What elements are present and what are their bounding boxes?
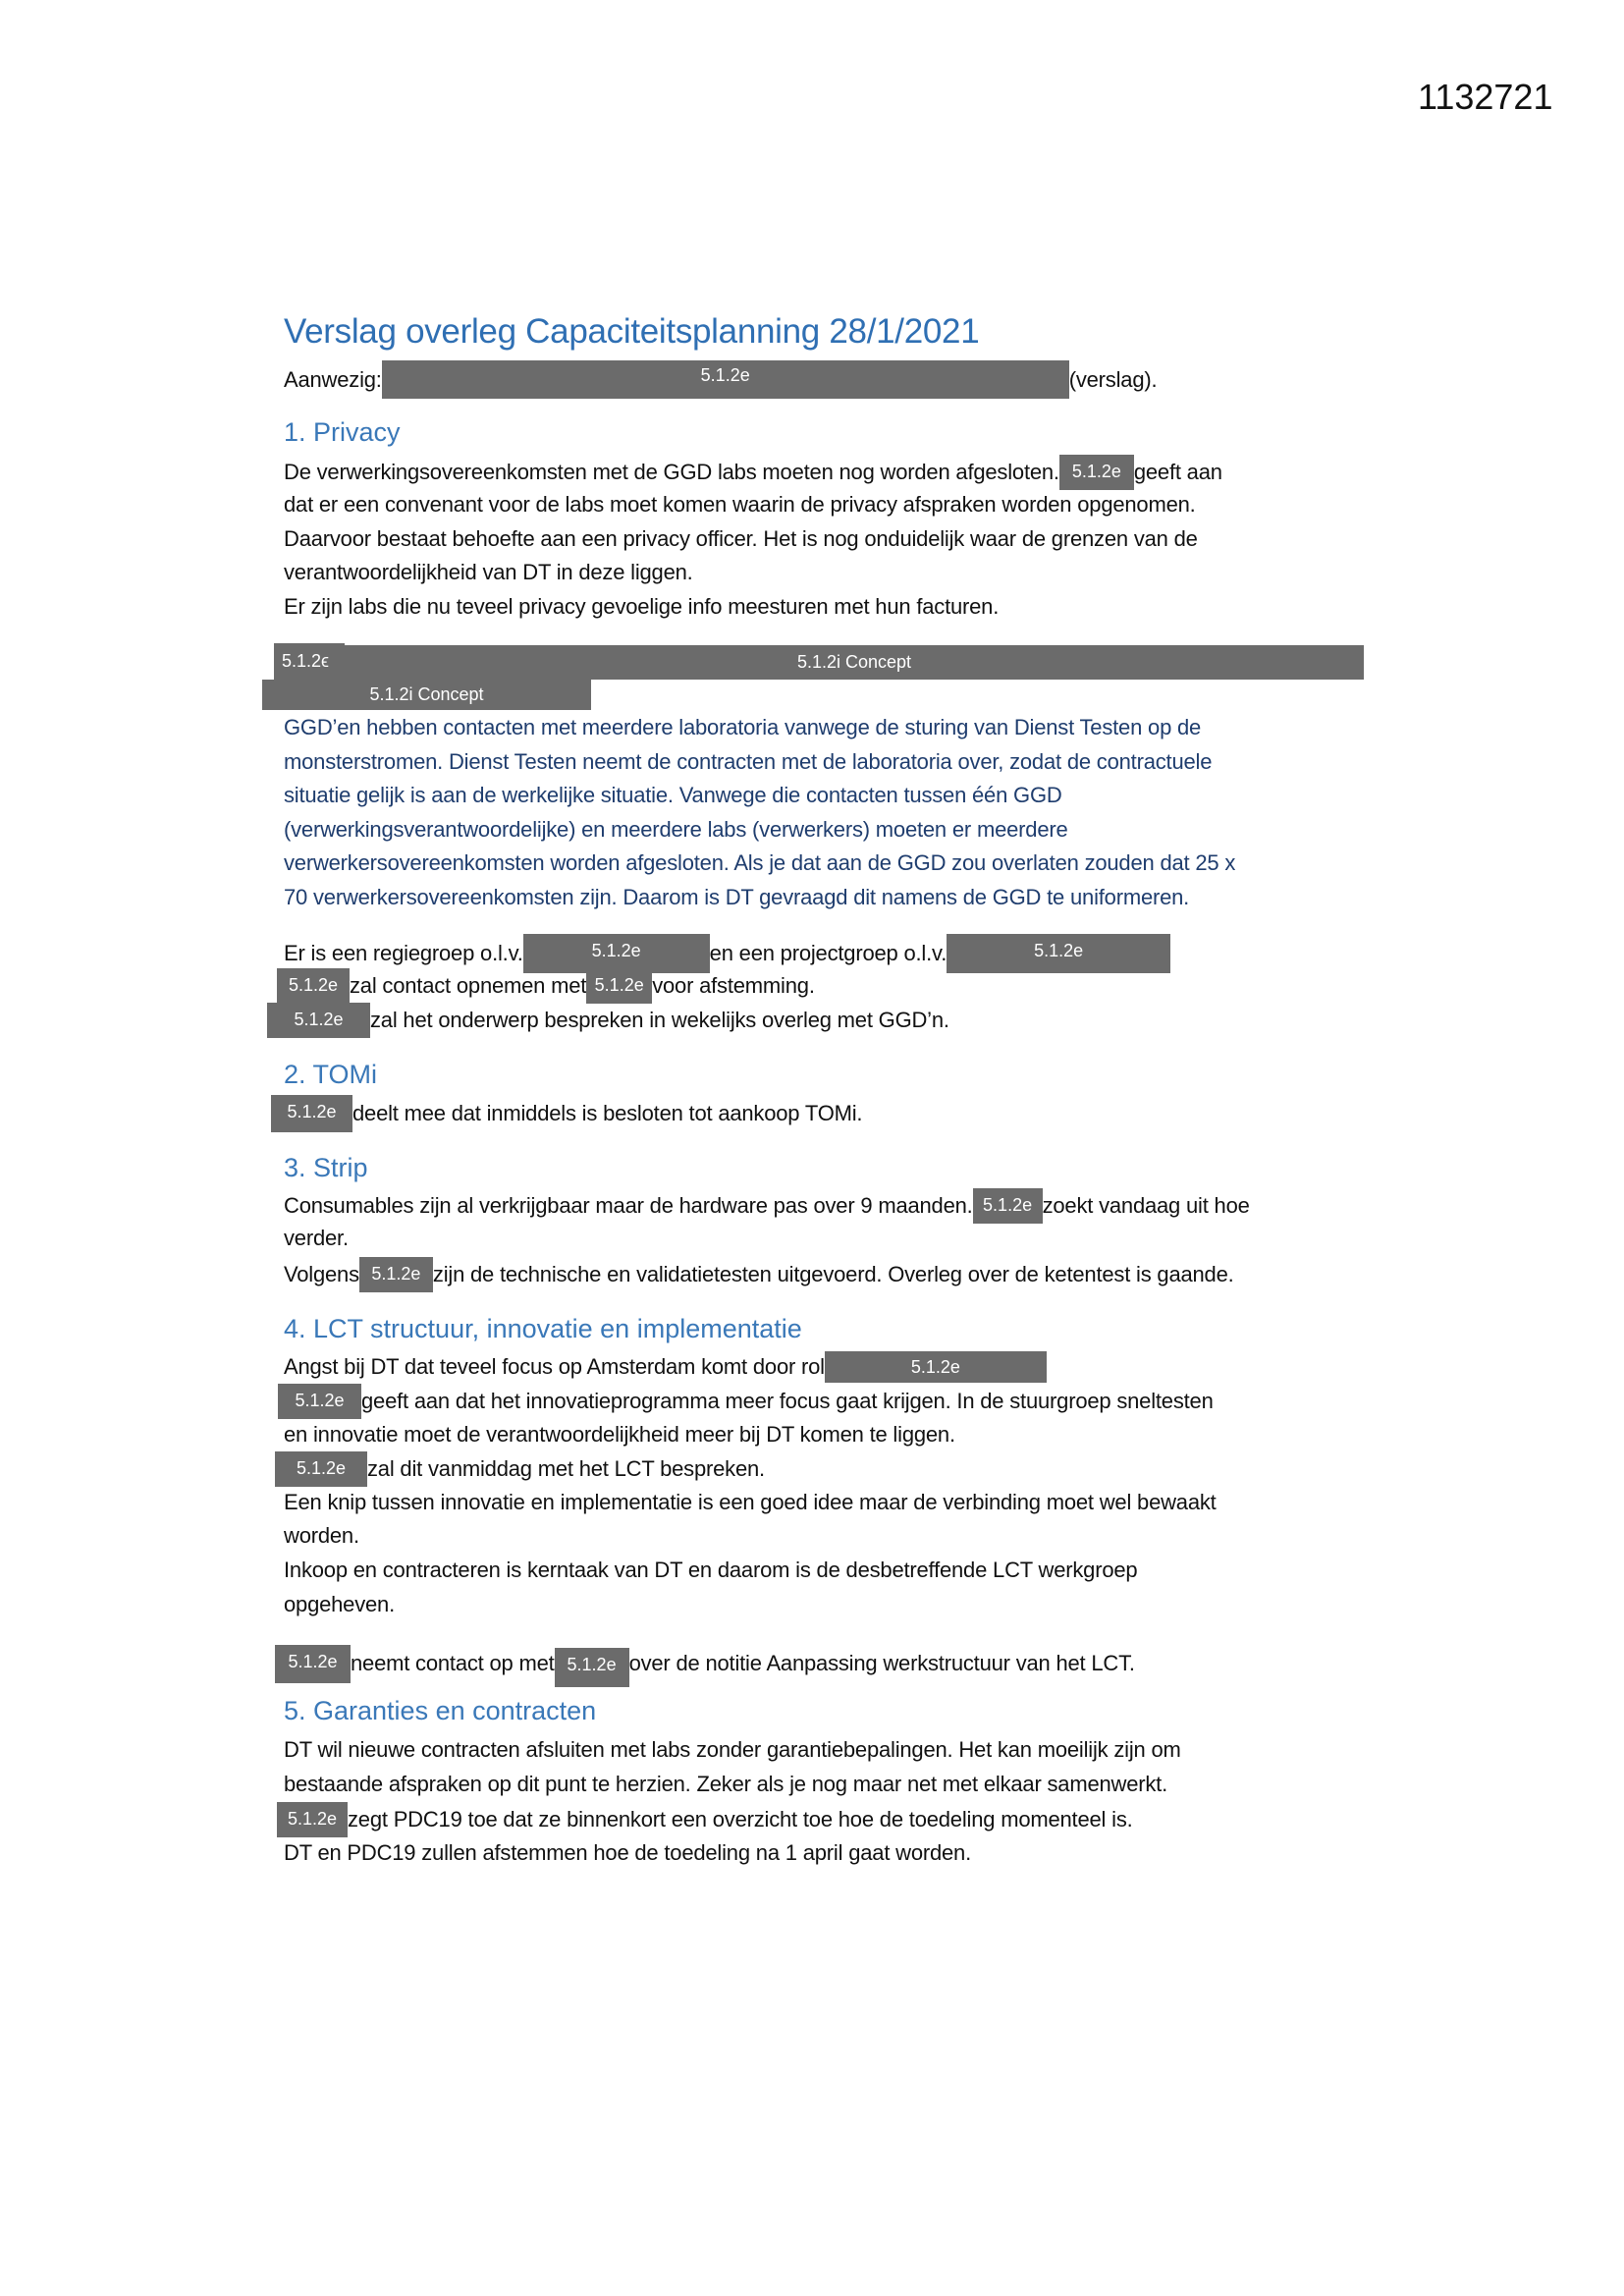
text-line: worden. (284, 1523, 359, 1548)
heading-garanties: 5. Garanties en contracten (284, 1696, 597, 1725)
text-line: en innovatie moet de verantwoordelijkheid meer bij DT komen te liggen. (284, 1422, 955, 1447)
redaction: 5.1.2e (555, 1648, 629, 1687)
heading-strip: 3. Strip (284, 1153, 368, 1182)
text: De verwerkingsovereenkomsten met de GGD labs moeten nog worden afgesloten. (284, 460, 1059, 484)
text-line (271, 1095, 862, 1132)
redaction: 5.1.2e (947, 934, 1170, 973)
text: zegt PDC19 toe dat ze binnenkort een overzicht toe hoe de toedeling momenteel is. (348, 1807, 1133, 1831)
redaction: 5.1.2e (278, 1384, 361, 1419)
redaction: 5.1.2e (523, 934, 710, 973)
redaction: 5.1.2e (277, 968, 350, 1004)
text-line (277, 968, 815, 1004)
redaction: 5.1.2e (359, 1257, 433, 1292)
redaction: 5.1.2ϵ (274, 643, 345, 680)
blue-text-line: monsterstromen. Dienst Testen neemt de contracten met de laboratoria over, zodat de contractuele (284, 749, 1213, 774)
text-line (278, 1384, 1214, 1419)
redaction: 5.1.2e (586, 968, 652, 1004)
heading-lct: 4. LCT structuur, innovatie en implementatie (284, 1314, 802, 1343)
text-line: bestaande afspraken op dit punt te herzien. Zeker als je nog maar net met elkaar samenwerkt. (284, 1772, 1167, 1796)
text: Angst bij DT dat teveel focus op Amsterdam komt door rol (284, 1354, 825, 1379)
text-line: DT wil nieuwe contracten afsluiten met labs zonder garantiebepalingen. Het kan moeilijk zijn om (284, 1737, 1181, 1762)
redaction: 5.1.2e (271, 1095, 352, 1132)
text-line: Daarvoor bestaat behoefte aan een privacy officer. Het is nog onduidelijk waar de grenzen van de (284, 526, 1198, 551)
text-line: verder. (284, 1226, 349, 1250)
text-line: verantwoordelijkheid van DT in deze liggen. (284, 560, 693, 584)
blue-text-line: situatie gelijk is aan de werkelijke situatie. Vanwege die contacten tussen één GGD (284, 783, 1062, 807)
text: over de notitie Aanpassing werkstructuur van het LCT. (628, 1651, 1135, 1675)
text-line (275, 1640, 1135, 1687)
redaction: 5.1.2e (973, 1188, 1043, 1224)
redaction: 5.1.2e (277, 1802, 348, 1837)
text-line: dat er een convenant voor de labs moet komen waarin de privacy afspraken worden opgenomen. (284, 492, 1196, 517)
blue-text-line: 70 verwerkersovereenkomsten zijn. Daarom is DT gevraagd dit namens de GGD te uniformeren. (284, 885, 1190, 909)
heading-privacy: 1. Privacy (284, 417, 401, 447)
text: zal dit vanmiddag met het LCT bespreken. (367, 1456, 765, 1481)
text: neemt contact op met (351, 1651, 555, 1675)
text: (verslag). (1068, 366, 1158, 392)
text-line: DT en PDC19 zullen afstemmen hoe de toedeling na 1 april gaat worden. (284, 1840, 972, 1865)
redaction: 5.1.2e (267, 1003, 370, 1038)
text: geeft aan dat het innovatieprogramma meer focus gaat krijgen. In de stuurgroep sneltesten (361, 1389, 1214, 1413)
blue-text-line: GGD’en hebben contacten met meerdere laboratoria vanwege de sturing van Dienst Testen op de (284, 715, 1202, 739)
attendees-line (284, 360, 1157, 399)
text-line (277, 1802, 1133, 1837)
text-line: Een knip tussen innovatie en implementatie is een goed idee maar de verbinding moet wel bewaakt (284, 1490, 1217, 1514)
text: zal contact opnemen met (350, 973, 587, 998)
text-line (267, 1003, 949, 1038)
redaction-concept: 5.1.2i Concept (262, 680, 591, 710)
redaction: 5.1.2e (825, 1351, 1047, 1383)
redaction: 5.1.2e (382, 360, 1069, 399)
text-line (284, 1257, 1234, 1292)
text-line (284, 455, 1222, 490)
text: en een projectgroep o.l.v. (709, 941, 947, 965)
text-line (284, 934, 1170, 973)
text: Volgens (284, 1262, 359, 1286)
text: voor afstemming. (652, 973, 815, 998)
redaction: 5.1.2e (1059, 455, 1134, 490)
text: zal het onderwerp bespreken in wekelijks overleg met GGD’n. (370, 1008, 949, 1032)
text: Er is een regiegroep o.l.v. (284, 941, 523, 965)
text-line (275, 1451, 765, 1487)
redaction: 5.1.2e (275, 1645, 351, 1683)
text: zoekt vandaag uit hoe (1042, 1193, 1250, 1218)
text: Consumables zijn al verkrijgbaar maar de hardware pas over 9 maanden. (284, 1193, 973, 1218)
text: deelt mee dat inmiddels is besloten tot aankoop TOMi. (352, 1101, 863, 1125)
text-line: opgeheven. (284, 1592, 395, 1616)
attendees-label: Aanwezig: (284, 366, 382, 392)
redaction-concept: 5.1.2i Concept (345, 645, 1364, 680)
text: zijn de technische en validatietesten uitgevoerd. Overleg over de ketentest is gaande. (432, 1262, 1234, 1286)
blue-text-line: verwerkersovereenkomsten worden afgesloten. Als je dat aan de GGD zou overlaten zouden dat 25 x (284, 850, 1236, 875)
blue-text-line: (verwerkingsverantwoordelijke) en meerdere labs (verwerkers) moeten er meerdere (284, 817, 1068, 842)
text-line: Inkoop en contracteren is kerntaak van DT en daarom is de desbetreffende LCT werkgroep (284, 1558, 1138, 1582)
redaction: 5.1.2e (275, 1451, 367, 1487)
text-line (284, 1188, 1250, 1224)
text-line: Er zijn labs die nu teveel privacy gevoelige info meesturen met hun facturen. (284, 594, 1000, 619)
page-number: 1132721 (1418, 77, 1553, 117)
text-line (284, 1350, 1047, 1384)
text: geeft aan (1133, 460, 1222, 484)
heading-tomi: 2. TOMi (284, 1060, 378, 1089)
document-title: Verslag overleg Capaciteitsplanning 28/1/2021 (284, 312, 980, 351)
